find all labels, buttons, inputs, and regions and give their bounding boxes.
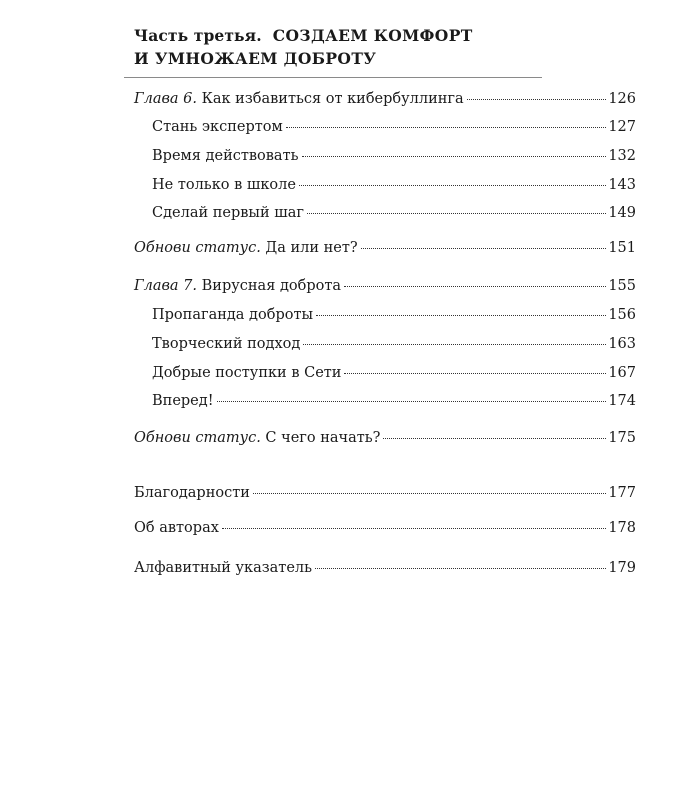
section-title: Время действовать [152,148,299,164]
page-number: 163 [608,336,636,352]
page-number: 127 [608,119,636,135]
status-title: С чего начать? [265,430,381,446]
toc-entry-chapter-6[interactable] [0,88,674,110]
status-title: Да или нет? [265,240,358,256]
section-title: Пропаганда доброты [152,307,314,323]
dot-leader [383,438,606,439]
chapter-title: Как избавиться от кибербуллинга [201,91,464,107]
chapter-number: Глава 6. [134,91,198,107]
dot-leader [316,315,606,316]
dot-leader [253,493,606,494]
dot-leader [299,185,606,186]
status-label: Обнови статус. [134,240,261,256]
toc-entry-section[interactable] [0,145,674,167]
page-number: 174 [608,393,636,409]
toc-entry-label [134,237,358,259]
back-matter-title: Алфавитный указатель [134,560,313,576]
page-number: 132 [608,148,636,164]
dot-leader [315,568,606,569]
dot-leader [303,344,606,345]
divider [124,77,542,78]
back-matter-title: Благодарности [134,485,250,501]
toc-entry-section[interactable] [0,202,674,224]
page-number: 126 [608,91,636,107]
page-number: 175 [608,430,636,446]
toc-entry-status-update[interactable] [0,237,674,259]
dot-leader [222,528,606,529]
section-title: Добрые поступки в Сети [152,365,342,381]
dot-leader [302,156,607,157]
toc-entry-acknowledgements[interactable] [0,482,674,504]
page-number: 151 [608,240,636,256]
dot-leader [361,248,607,249]
chapter-title: Вирусная доброта [201,278,342,294]
toc-entry-section[interactable] [0,174,674,196]
page-number: 178 [608,520,636,536]
toc-entry-label [134,275,341,297]
section-title: Не только в школе [152,177,296,193]
toc-entry-section[interactable] [0,333,674,355]
toc-entry-section[interactable] [0,362,674,384]
dot-leader [344,286,606,287]
part-title-caps1: СОЗДАЕМ КОМФОРТ [272,26,473,45]
page-number: 156 [608,307,636,323]
section-title: Вперед! [152,393,214,409]
page-number: 155 [608,278,636,294]
part-title [134,24,554,70]
toc-entry-about-authors[interactable] [0,517,674,539]
toc-entry-status-update[interactable] [0,427,674,449]
toc-entry-label [134,88,464,110]
toc-entry-section[interactable] [0,304,674,326]
part-prefix: Часть третья. [134,26,262,45]
toc-entry-index[interactable] [0,557,674,579]
dot-leader [344,373,606,374]
toc-entry-section[interactable] [0,390,674,412]
chapter-number: Глава 7. [134,278,198,294]
page-number: 167 [608,365,636,381]
page-number: 177 [608,485,636,501]
dot-leader [217,401,607,402]
section-title: Стань экспертом [152,119,283,135]
part-title-line1 [134,24,554,47]
dot-leader [286,127,607,128]
status-label: Обнови статус. [134,430,261,446]
section-title: Сделай первый шаг [152,205,304,221]
part-title-line2: И УМНОЖАЕМ ДОБРОТУ [134,49,377,68]
page-number: 143 [608,177,636,193]
section-title: Творческий подход [152,336,301,352]
dot-leader [467,99,607,100]
dot-leader [307,213,606,214]
page-number: 149 [608,205,636,221]
back-matter-title: Об авторах [134,520,219,536]
toc-entry-section[interactable] [0,116,674,138]
page-number: 179 [608,560,636,576]
toc-entry-chapter-7[interactable] [0,275,674,297]
toc-entry-label [134,427,380,449]
